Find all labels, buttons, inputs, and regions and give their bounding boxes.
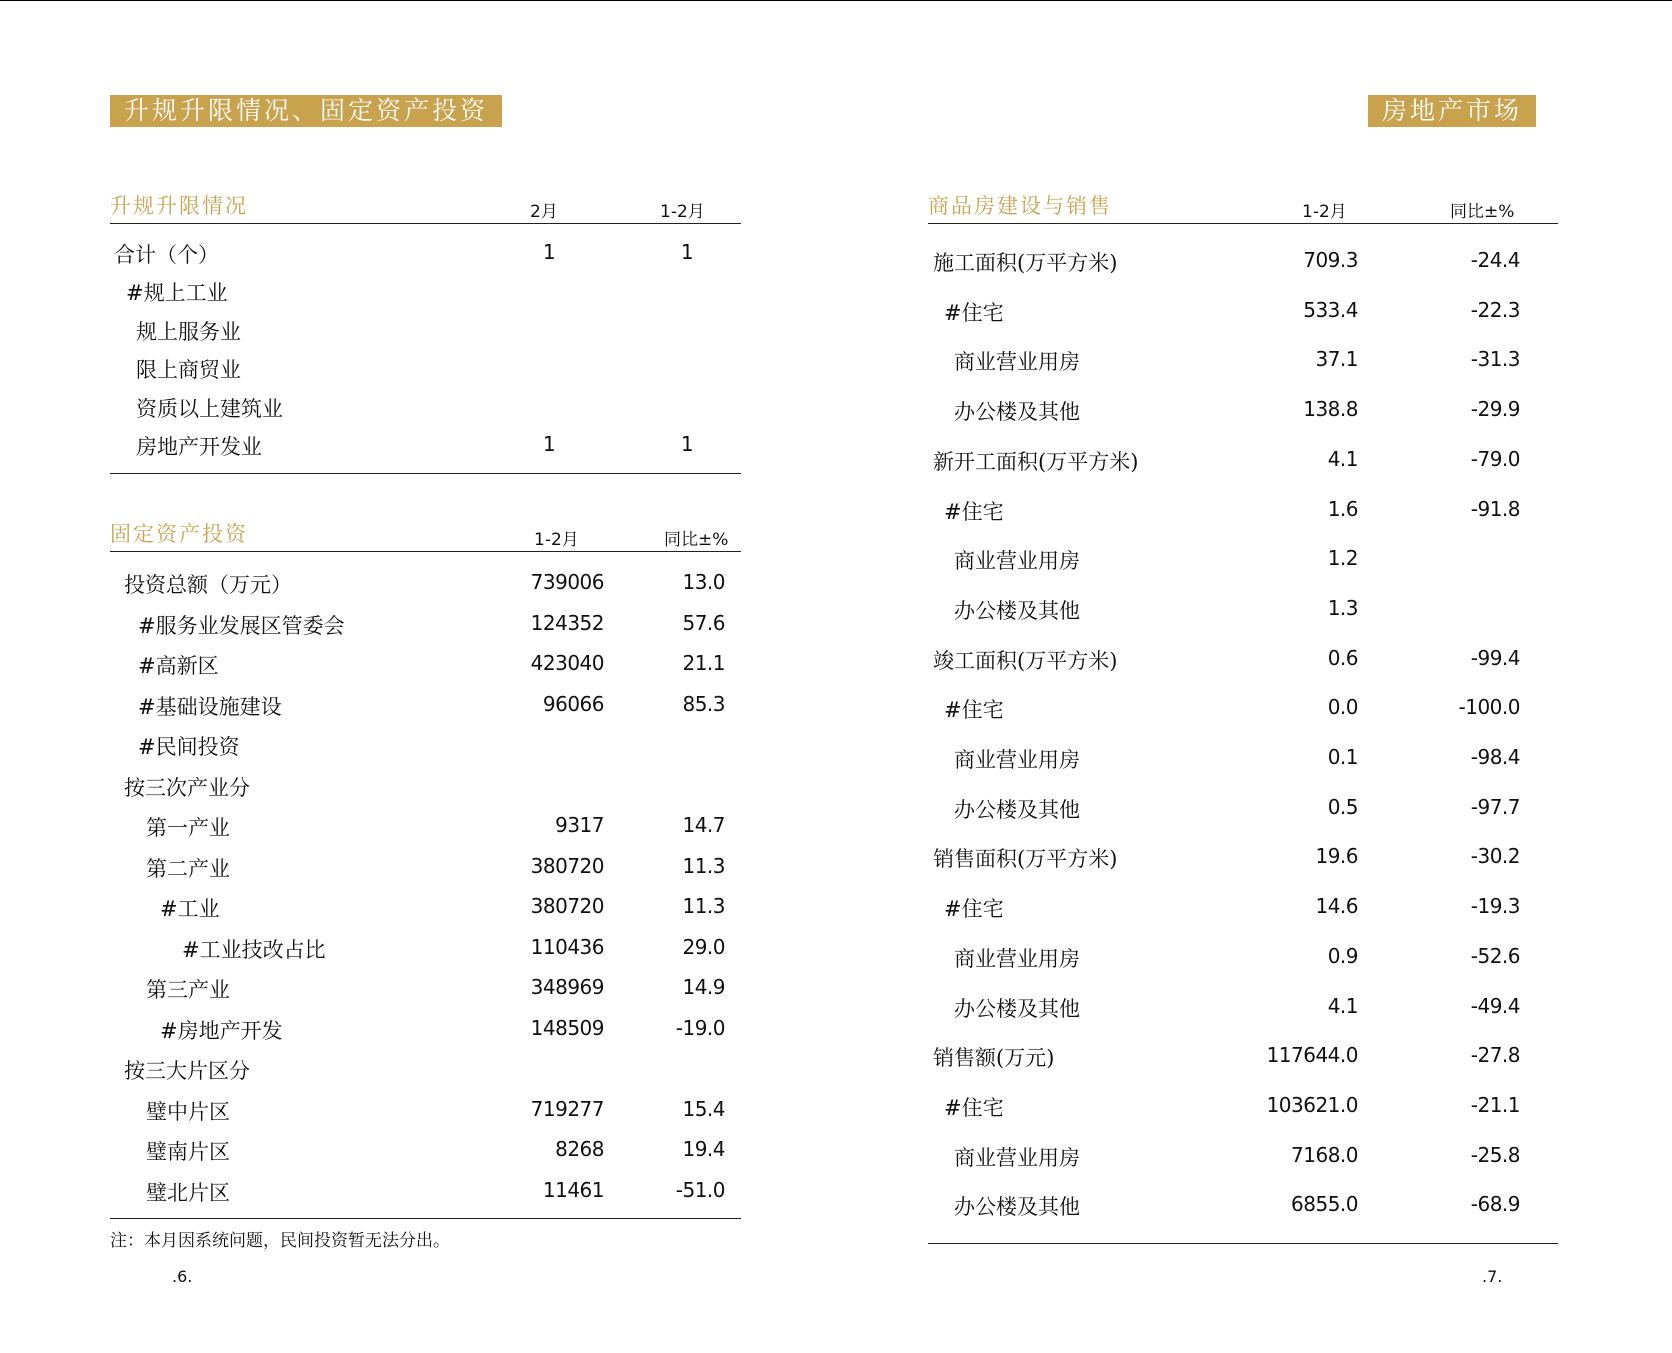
right-section-banner: 房地产市场 bbox=[1368, 95, 1536, 127]
investment-col-janfeb: 1-2月 bbox=[534, 530, 579, 550]
realestate-row-value-2: -21.1 bbox=[1470, 1092, 1520, 1117]
realestate-row-label: 竣工面积(万平方米) bbox=[933, 648, 1118, 673]
investment-row-label: 按三大片区分 bbox=[124, 1059, 250, 1083]
realestate-col-janfeb: 1-2月 bbox=[1302, 202, 1347, 222]
investment-row-value-2: 13.0 bbox=[682, 570, 725, 594]
realestate-row-value-1: 0.6 bbox=[1327, 645, 1358, 670]
upscale-row-label: 限上商贸业 bbox=[136, 358, 241, 383]
investment-row-value-1: 719277 bbox=[530, 1096, 604, 1121]
investment-row-value-1: 11461 bbox=[542, 1177, 604, 1202]
investment-row-label: #基础设施建设 bbox=[138, 694, 282, 719]
realestate-row-value-2: -99.4 bbox=[1470, 645, 1520, 670]
realestate-row-value-2: -27.8 bbox=[1470, 1043, 1520, 1068]
realestate-row-label: 商业营业用房 bbox=[954, 748, 1080, 772]
investment-row-value-2: 21.1 bbox=[682, 651, 725, 675]
realestate-row-value-2: -25.8 bbox=[1470, 1142, 1520, 1167]
upscale-bottom-rule bbox=[110, 473, 741, 474]
realestate-row-value-2: -91.8 bbox=[1470, 496, 1520, 521]
investment-row-value-2: 85.3 bbox=[682, 691, 725, 716]
realestate-row-value-2: -22.3 bbox=[1470, 297, 1520, 322]
realestate-row-label: 商业营业用房 bbox=[954, 946, 1080, 971]
realestate-row-value-2: -30.2 bbox=[1470, 844, 1520, 869]
realestate-row-value-2: -49.4 bbox=[1470, 993, 1520, 1018]
realestate-row-label: 新开工面积(万平方米) bbox=[933, 449, 1139, 474]
investment-row-value-2: 14.9 bbox=[682, 975, 725, 999]
realestate-row-value-2: -98.4 bbox=[1470, 745, 1520, 769]
realestate-row-label: 销售额(万元) bbox=[933, 1046, 1055, 1071]
realestate-row-label: 商业营业用房 bbox=[954, 1145, 1080, 1170]
investment-title: 固定资产投资 bbox=[110, 522, 248, 546]
top-border bbox=[0, 0, 1672, 1]
realestate-row-value-1: 4.1 bbox=[1327, 446, 1358, 471]
realestate-row-value-1: 37.1 bbox=[1315, 347, 1358, 372]
investment-row-value-1: 739006 bbox=[530, 570, 604, 594]
investment-row-label: 第二产业 bbox=[146, 856, 230, 881]
realestate-row-value-1: 533.4 bbox=[1303, 297, 1358, 322]
investment-row-label: 璧中片区 bbox=[146, 1099, 230, 1124]
page-number-right: .7. bbox=[1482, 1267, 1503, 1286]
investment-row-value-2: 11.3 bbox=[682, 894, 725, 918]
realestate-row-value-1: 6855.0 bbox=[1291, 1192, 1358, 1217]
realestate-row-value-2: -79.0 bbox=[1470, 446, 1520, 471]
investment-row-value-2: 57.6 bbox=[682, 610, 725, 635]
realestate-col-yoy: 同比±% bbox=[1450, 202, 1515, 222]
investment-row-label: #房地产开发 bbox=[160, 1018, 283, 1043]
realestate-row-value-2: -52.6 bbox=[1470, 943, 1520, 968]
realestate-row-value-2: -100.0 bbox=[1458, 695, 1520, 720]
investment-row-label: 璧北片区 bbox=[146, 1180, 230, 1205]
investment-row-label: 第一产业 bbox=[146, 816, 230, 840]
upscale-row-label: 房地产开发业 bbox=[136, 435, 262, 459]
investment-note: 注：本月因系统问题，民间投资暂无法分出。 bbox=[110, 1231, 450, 1251]
upscale-title: 升规升限情况 bbox=[110, 194, 248, 218]
investment-row-value-1: 380720 bbox=[530, 894, 604, 918]
realestate-row-value-1: 1.2 bbox=[1327, 546, 1358, 571]
upscale-row-label: 资质以上建筑业 bbox=[136, 396, 283, 421]
realestate-row-value-2: -19.3 bbox=[1470, 894, 1520, 919]
upscale-header-rule bbox=[110, 223, 741, 224]
realestate-row-value-1: 7168.0 bbox=[1291, 1142, 1358, 1167]
realestate-row-label: 办公楼及其他 bbox=[954, 797, 1080, 822]
investment-row-value-2: 29.0 bbox=[682, 934, 725, 959]
investment-row-value-1: 8268 bbox=[555, 1137, 604, 1161]
realestate-row-value-1: 0.1 bbox=[1327, 745, 1358, 769]
upscale-row-value-2: 1 bbox=[680, 432, 694, 456]
investment-row-label: 按三次产业分 bbox=[124, 775, 250, 800]
investment-row-value-1: 9317 bbox=[555, 813, 604, 837]
investment-row-label: 璧南片区 bbox=[146, 1140, 230, 1164]
investment-row-label: 投资总额（万元） bbox=[124, 573, 292, 597]
upscale-row-value-1: 1 bbox=[542, 432, 556, 456]
investment-row-value-1: 148509 bbox=[530, 1015, 604, 1040]
investment-row-value-1: 124352 bbox=[530, 610, 604, 635]
investment-row-label: #工业技改占比 bbox=[182, 937, 326, 962]
investment-row-label: #民间投资 bbox=[138, 735, 240, 759]
realestate-row-label: 办公楼及其他 bbox=[954, 996, 1080, 1021]
upscale-col-janfeb: 1-2月 bbox=[660, 202, 705, 222]
upscale-row-label: 合计（个） bbox=[114, 243, 219, 267]
investment-row-value-2: 14.7 bbox=[682, 813, 725, 837]
upscale-row-value-2: 1 bbox=[680, 240, 694, 264]
investment-bottom-rule bbox=[110, 1218, 741, 1219]
realestate-row-value-1: 0.5 bbox=[1327, 794, 1358, 819]
realestate-row-value-1: 103621.0 bbox=[1266, 1092, 1358, 1117]
realestate-row-label: 办公楼及其他 bbox=[954, 1195, 1080, 1220]
realestate-row-label: #住宅 bbox=[944, 897, 1004, 922]
investment-row-value-2: 11.3 bbox=[682, 853, 725, 878]
realestate-row-value-1: 14.6 bbox=[1315, 894, 1358, 919]
realestate-row-value-2: -31.3 bbox=[1470, 347, 1520, 372]
upscale-col-feb: 2月 bbox=[530, 202, 558, 222]
realestate-row-label: 办公楼及其他 bbox=[954, 598, 1080, 623]
realestate-row-value-2: -24.4 bbox=[1470, 248, 1520, 272]
realestate-row-value-1: 0.0 bbox=[1327, 695, 1358, 720]
investment-row-label: #高新区 bbox=[138, 654, 219, 678]
investment-row-label: 第三产业 bbox=[146, 978, 230, 1002]
realestate-bottom-rule bbox=[928, 1243, 1558, 1244]
realestate-title: 商品房建设与销售 bbox=[928, 194, 1112, 218]
investment-row-value-1: 380720 bbox=[530, 853, 604, 878]
realestate-row-value-1: 4.1 bbox=[1327, 993, 1358, 1018]
investment-row-value-2: -51.0 bbox=[675, 1177, 725, 1202]
realestate-row-value-1: 19.6 bbox=[1315, 844, 1358, 869]
realestate-row-value-2: -68.9 bbox=[1470, 1192, 1520, 1217]
realestate-row-label: #住宅 bbox=[944, 1095, 1004, 1120]
realestate-row-label: #住宅 bbox=[944, 499, 1004, 524]
realestate-header-rule bbox=[928, 223, 1558, 224]
realestate-row-value-2: -97.7 bbox=[1470, 794, 1520, 819]
realestate-row-value-1: 709.3 bbox=[1303, 248, 1358, 272]
investment-row-value-2: 19.4 bbox=[682, 1137, 725, 1161]
investment-row-value-1: 348969 bbox=[530, 975, 604, 999]
investment-row-label: #工业 bbox=[160, 897, 220, 921]
investment-row-value-2: 15.4 bbox=[682, 1096, 725, 1121]
realestate-row-label: #住宅 bbox=[944, 698, 1004, 723]
realestate-row-label: 商业营业用房 bbox=[954, 549, 1080, 574]
investment-row-value-1: 423040 bbox=[530, 651, 604, 675]
realestate-row-value-1: 1.6 bbox=[1327, 496, 1358, 521]
realestate-row-value-1: 0.9 bbox=[1327, 943, 1358, 968]
realestate-row-value-2: -29.9 bbox=[1470, 397, 1520, 422]
upscale-row-label: #规上工业 bbox=[126, 281, 228, 306]
realestate-row-label: 施工面积(万平方米) bbox=[933, 251, 1118, 275]
upscale-row-value-1: 1 bbox=[542, 240, 556, 264]
investment-col-yoy: 同比±% bbox=[664, 530, 729, 550]
realestate-row-label: 商业营业用房 bbox=[954, 350, 1080, 375]
page-number-left: .6. bbox=[172, 1267, 193, 1286]
realestate-row-label: 销售面积(万平方米) bbox=[933, 847, 1118, 872]
realestate-row-value-1: 1.3 bbox=[1327, 595, 1358, 620]
realestate-row-label: #住宅 bbox=[944, 300, 1004, 325]
realestate-row-value-1: 138.8 bbox=[1303, 397, 1358, 422]
investment-row-value-1: 110436 bbox=[530, 934, 604, 959]
investment-header-rule bbox=[110, 551, 741, 552]
left-section-banner: 升规升限情况、固定资产投资 bbox=[110, 95, 502, 127]
investment-row-label: #服务业发展区管委会 bbox=[138, 613, 345, 638]
realestate-row-value-1: 117644.0 bbox=[1266, 1043, 1358, 1068]
realestate-row-label: 办公楼及其他 bbox=[954, 400, 1080, 425]
investment-row-value-2: -19.0 bbox=[675, 1015, 725, 1040]
investment-row-value-1: 96066 bbox=[542, 691, 604, 716]
upscale-row-label: 规上服务业 bbox=[136, 319, 241, 344]
